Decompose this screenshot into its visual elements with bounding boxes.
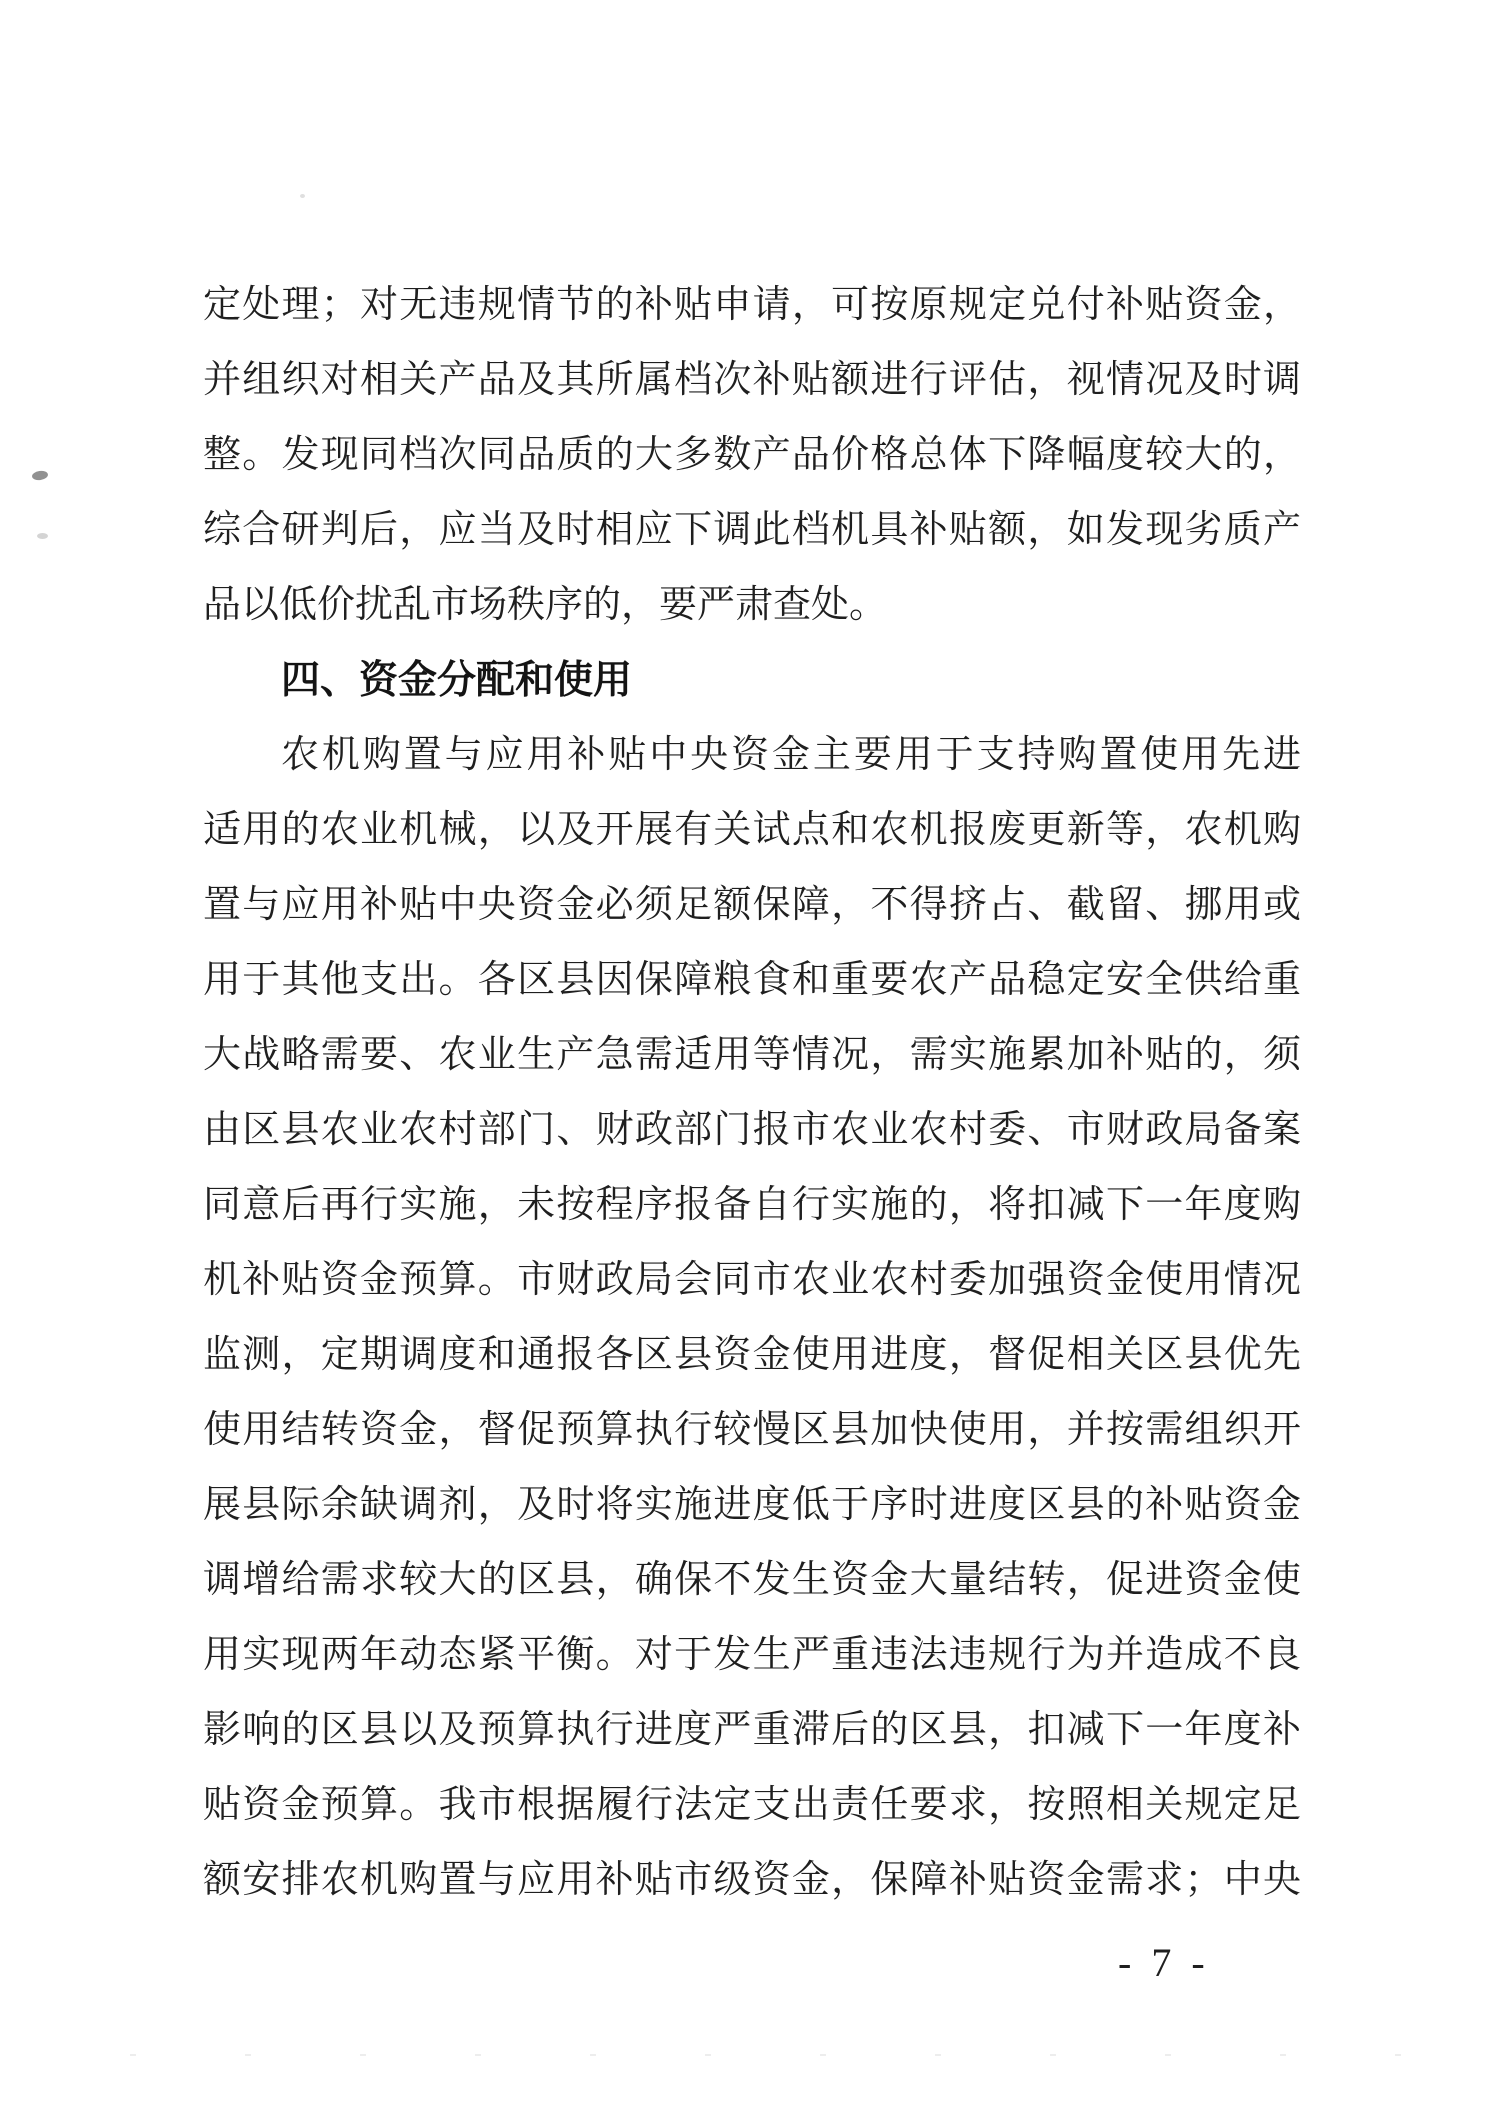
- paragraph-line: 贴资金预算。我市根据履行法定支出责任要求，按照相关规定足: [203, 1784, 1301, 1826]
- paragraph-line: 由区县农业农村部门、财政部门报市农业农村委、市财政局备案: [203, 1109, 1301, 1151]
- paragraph-line: 影响的区县以及预算执行进度严重滞后的区县，扣减下一年度补: [203, 1709, 1301, 1751]
- section-heading: 四、资金分配和使用: [281, 659, 633, 702]
- paragraph-line: 监测，定期调度和通报各区县资金使用进度，督促相关区县优先: [203, 1334, 1301, 1376]
- document-body-text: [203, 268, 1301, 1918]
- paragraph-line: 置与应用补贴中央资金必须足额保障，不得挤占、截留、挪用或: [203, 884, 1301, 926]
- scan-speck: [37, 533, 48, 539]
- scan-speck: [31, 470, 48, 481]
- paragraph-line: 机补贴资金预算。市财政局会同市农业农村委加强资金使用情况: [203, 1259, 1301, 1301]
- paragraph-line: 大战略需要、农业生产急需适用等情况，需实施累加补贴的，须: [203, 1034, 1301, 1076]
- scan-speck: [300, 194, 305, 198]
- paragraph-line: 并组织对相关产品及其所属档次补贴额进行评估，视情况及时调: [203, 359, 1301, 401]
- page-number: - 7 -: [1118, 1940, 1205, 1985]
- paragraph-line: 同意后再行实施，未按程序报备自行实施的，将扣减下一年度购: [203, 1184, 1301, 1226]
- scan-noise: [130, 2054, 1470, 2056]
- paragraph-line: 定处理；对无违规情节的补贴申请，可按原规定兑付补贴资金，: [203, 284, 1301, 326]
- paragraph-line: 综合研判后，应当及时相应下调此档机具补贴额，如发现劣质产: [203, 509, 1301, 551]
- paragraph-line: 适用的农业机械，以及开展有关试点和农机报废更新等，农机购: [203, 809, 1301, 851]
- paragraph-line: 用实现两年动态紧平衡。对于发生严重违法违规行为并造成不良: [203, 1634, 1301, 1676]
- paragraph-line: 使用结转资金，督促预算执行较慢区县加快使用，并按需组织开: [203, 1409, 1301, 1451]
- paragraph-line: 额安排农机购置与应用补贴市级资金，保障补贴资金需求；中央: [203, 1859, 1301, 1901]
- paragraph-line: 用于其他支出。各区县因保障粮食和重要农产品稳定安全供给重: [203, 959, 1301, 1001]
- paragraph-line: 展县际余缺调剂，及时将实施进度低于序时进度区县的补贴资金: [203, 1484, 1301, 1526]
- paragraph-line: 整。发现同档次同品质的大多数产品价格总体下降幅度较大的，: [203, 434, 1301, 476]
- paragraph-line: 调增给需求较大的区县，确保不发生资金大量结转，促进资金使: [203, 1559, 1301, 1601]
- paragraph-line: 品以低价扰乱市场秩序的，要严肃查处。: [203, 584, 888, 626]
- paragraph-line: 农机购置与应用补贴中央资金主要用于支持购置使用先进: [281, 734, 1301, 776]
